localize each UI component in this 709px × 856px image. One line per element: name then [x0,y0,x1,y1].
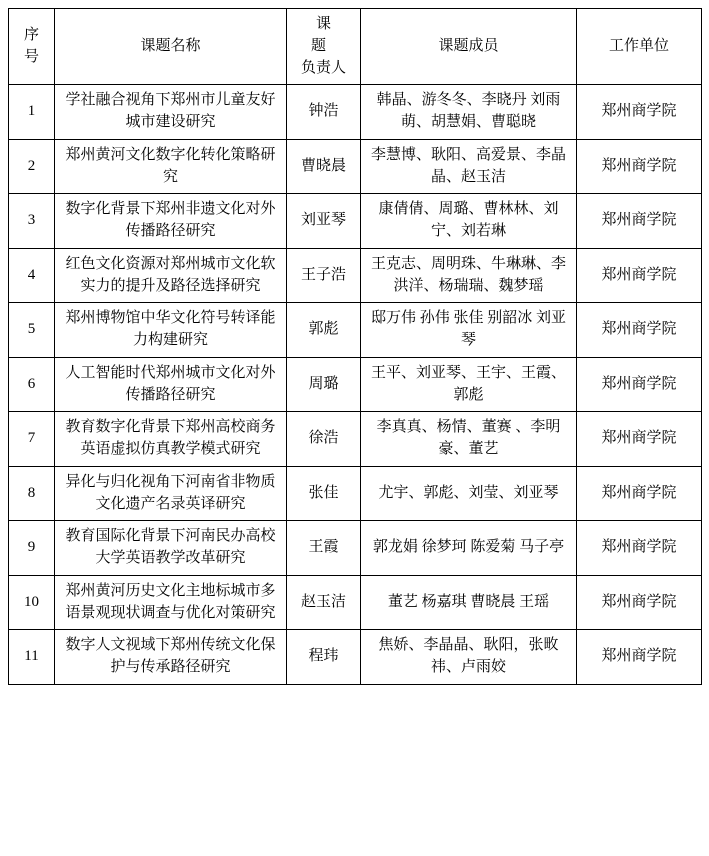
cell-members: 尤宇、郭彪、刘莹、刘亚琴 [361,466,577,521]
cell-index: 5 [9,303,55,358]
table-row [9,412,702,467]
cell-unit: 郑州商学院 [577,521,702,576]
cell-unit: 郑州商学院 [577,85,702,140]
column-header-unit: 工作单位 [577,9,702,85]
table-row [9,630,702,685]
table-row [9,85,702,140]
cell-leader: 王子浩 [287,248,361,303]
cell-leader: 徐浩 [287,412,361,467]
cell-leader: 赵玉洁 [287,575,361,630]
cell-title: 人工智能时代郑州城市文化对外传播路径研究 [55,357,287,412]
cell-unit: 郑州商学院 [577,357,702,412]
cell-leader: 王霞 [287,521,361,576]
cell-members: 康倩倩、周璐、曹林林、刘宁、刘若琳 [361,194,577,249]
column-header-index-line1: 序 [23,26,39,43]
column-header-members: 课题成员 [361,9,577,85]
cell-leader: 郭彪 [287,303,361,358]
table-row [9,248,702,303]
cell-leader: 周璐 [287,357,361,412]
cell-leader: 刘亚琴 [287,194,361,249]
cell-members: 李真真、杨情、董赛 、李明豪、董艺 [361,412,577,467]
table-row [9,303,702,358]
table-row [9,194,702,249]
table-row [9,575,702,630]
cell-leader: 曹晓晨 [287,139,361,194]
cell-unit: 郑州商学院 [577,575,702,630]
cell-index: 4 [9,248,55,303]
column-header-leader-line1: 课 题 [310,16,341,54]
cell-unit: 郑州商学院 [577,303,702,358]
cell-members: 董艺 杨嘉琪 曹晓晨 王瑶 [361,575,577,630]
cell-title: 教育数字化背景下郑州高校商务英语虚拟仿真教学模式研究 [55,412,287,467]
cell-title: 数字人文视域下郑州传统文化保护与传承路径研究 [55,630,287,685]
table-row [9,521,702,576]
table-body [9,85,702,685]
cell-title: 红色文化资源对郑州城市文化软实力的提升及路径选择研究 [55,248,287,303]
cell-members: 郭龙娟 徐梦珂 陈爱菊 马子亭 [361,521,577,576]
cell-title: 数字化背景下郑州非遗文化对外传播路径研究 [55,194,287,249]
cell-index: 11 [9,630,55,685]
research-projects-table [8,8,702,685]
table-header-row [9,9,702,85]
table-row [9,139,702,194]
cell-unit: 郑州商学院 [577,466,702,521]
cell-title: 郑州黄河文化数字化转化策略研究 [55,139,287,194]
cell-unit: 郑州商学院 [577,630,702,685]
cell-index: 9 [9,521,55,576]
cell-title: 学社融合视角下郑州市儿童友好城市建设研究 [55,85,287,140]
cell-leader: 程玮 [287,630,361,685]
cell-title: 郑州黄河历史文化主地标城市多语景观现状调查与优化对策研究 [55,575,287,630]
column-header-title: 课题名称 [55,9,287,85]
cell-members: 王平、刘亚琴、王宇、王霞、郭彪 [361,357,577,412]
cell-index: 1 [9,85,55,140]
cell-index: 10 [9,575,55,630]
cell-members: 韩晶、游冬冬、李晓丹 刘雨萌、胡慧娟、曹聪晓 [361,85,577,140]
cell-unit: 郑州商学院 [577,248,702,303]
cell-index: 6 [9,357,55,412]
cell-index: 3 [9,194,55,249]
cell-title: 教育国际化背景下河南民办高校大学英语教学改革研究 [55,521,287,576]
cell-title: 异化与归化视角下河南省非物质文化遗产名录英译研究 [55,466,287,521]
column-header-leader [287,9,361,85]
cell-unit: 郑州商学院 [577,194,702,249]
cell-leader: 钟浩 [287,85,361,140]
column-header-index [9,9,55,85]
cell-members: 王克志、周明珠、牛琳琳、李洪洋、杨瑞瑞、魏梦瑶 [361,248,577,303]
cell-members: 李慧博、耿阳、高爱景、李晶晶、赵玉洁 [361,139,577,194]
table-row [9,357,702,412]
column-header-index-line2: 号 [23,48,39,65]
cell-index: 8 [9,466,55,521]
cell-index: 2 [9,139,55,194]
cell-unit: 郑州商学院 [577,139,702,194]
cell-members: 焦娇、李晶晶、耿阳，张畋祎、卢雨姣 [361,630,577,685]
cell-title: 郑州博物馆中华文化符号转译能力构建研究 [55,303,287,358]
cell-members: 邸万伟 孙伟 张佳 别韶冰 刘亚琴 [361,303,577,358]
column-header-leader-line2: 负责人 [300,59,346,76]
cell-unit: 郑州商学院 [577,412,702,467]
cell-index: 7 [9,412,55,467]
cell-leader: 张佳 [287,466,361,521]
table-row [9,466,702,521]
